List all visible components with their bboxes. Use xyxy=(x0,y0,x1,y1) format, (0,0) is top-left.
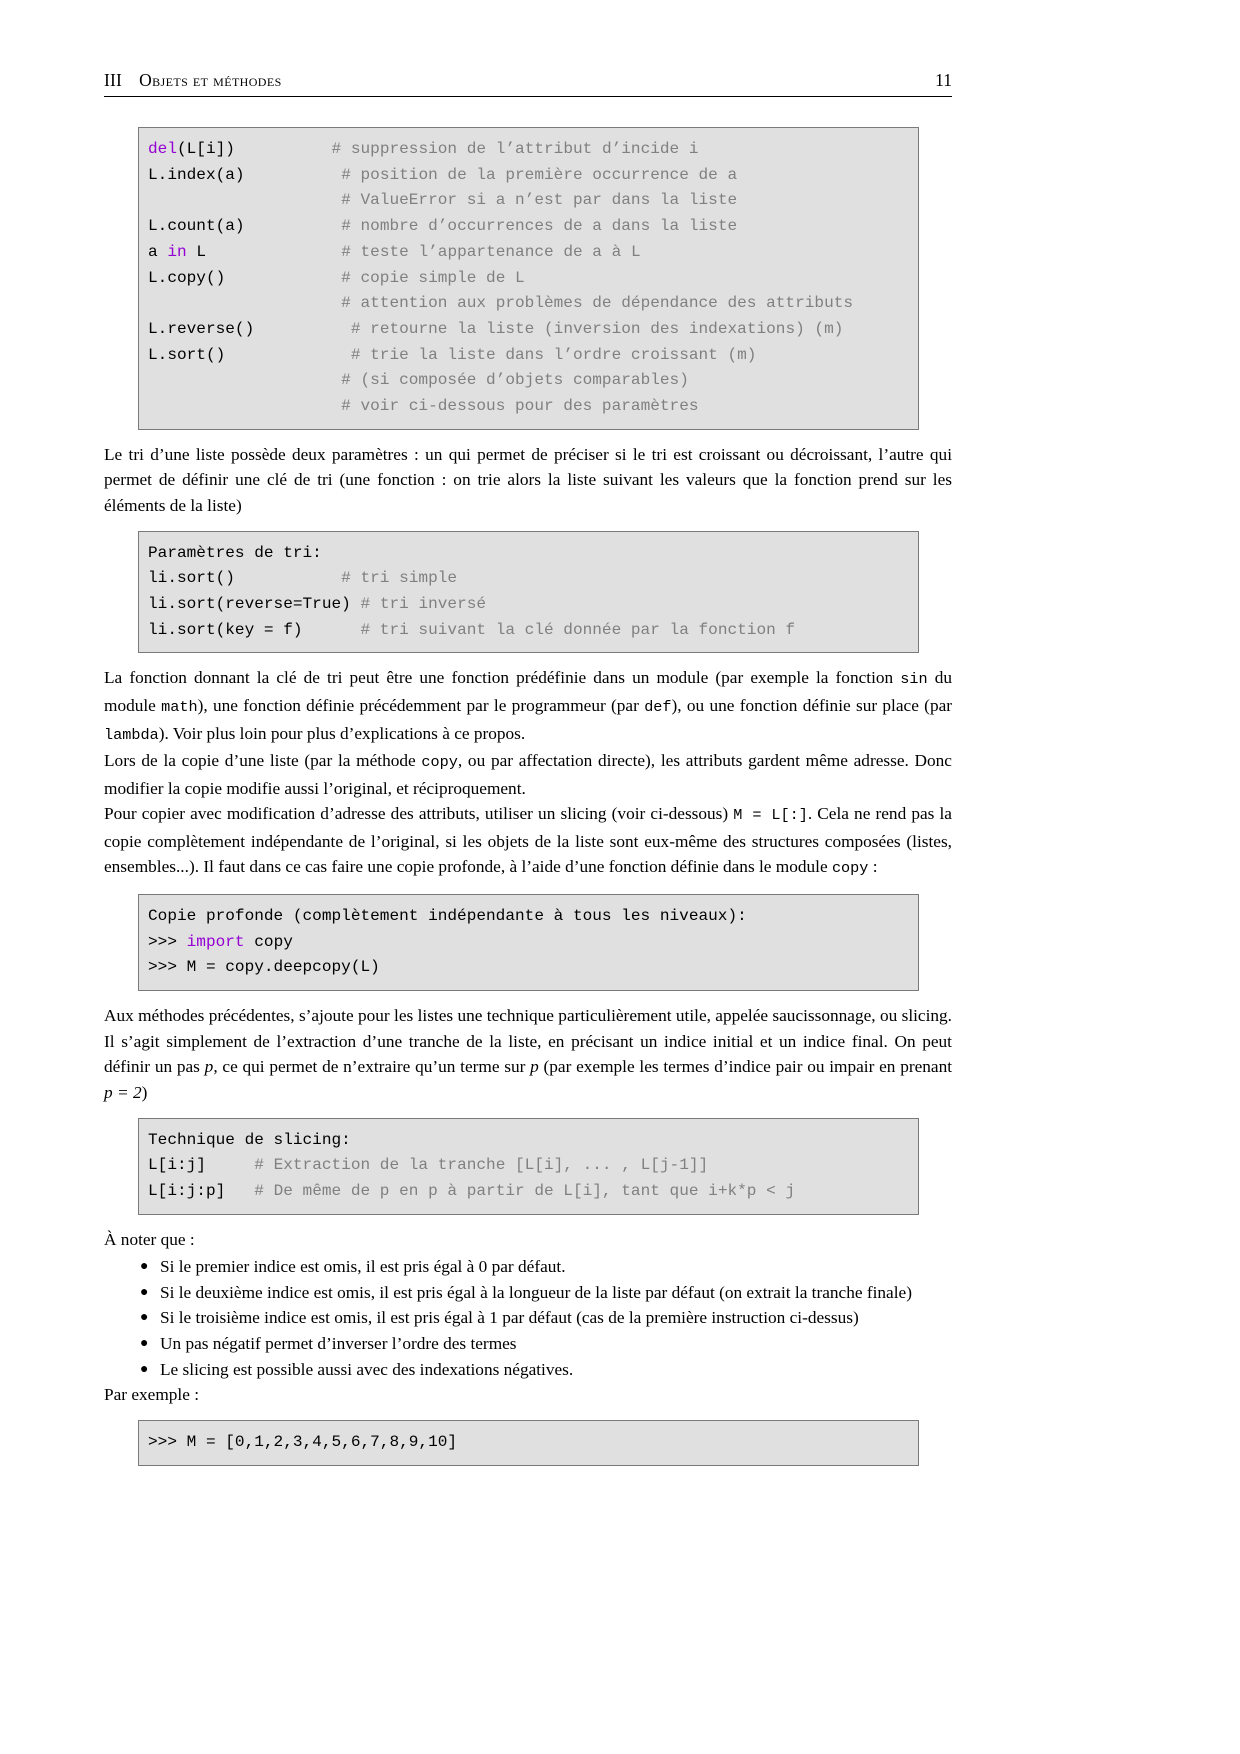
code-line xyxy=(139,214,918,240)
bullet-icon: ● xyxy=(140,1336,149,1352)
code-text: a xyxy=(148,242,168,261)
math-variable-p: p xyxy=(530,1057,539,1077)
code-line xyxy=(139,240,918,266)
list-item-label: Si le deuxième indice est omis, il est pris égal à la longueur de la liste par défaut (on extrait la tranche finale) xyxy=(160,1282,912,1302)
code-comment: # De même de p en p à partir de L[i], tant que i+k*p < j xyxy=(254,1181,796,1200)
code-line xyxy=(139,1430,918,1456)
code-block-copie-profonde xyxy=(138,894,919,991)
paragraph-copie-liste xyxy=(104,748,952,801)
code-line-title xyxy=(139,541,918,567)
text-run: ). Voir plus loin pour plus d’explications à ce propos. xyxy=(158,723,526,743)
inline-code-sin: sin xyxy=(900,670,928,689)
code-pad xyxy=(351,595,361,613)
inline-code-lambda: lambda xyxy=(104,725,159,744)
code-text: li.sort(reverse=True) xyxy=(148,594,351,613)
code-line xyxy=(139,266,918,292)
text-run: Aux méthodes précédentes, s’ajoute pour les listes une technique particulièrement utile, appelée saucissonnage, ou slicing. Il s’agit simplement de l’extraction d’une tranche de la liste, en précisant un indice initial et un indice final. On peut définir un pas xyxy=(104,1006,952,1077)
code-comment: # retourne la liste (inversion des indexations) (m) xyxy=(350,319,844,338)
code-pad xyxy=(245,166,342,184)
bullet-icon: ● xyxy=(140,1284,149,1300)
text-run: du module xyxy=(104,668,952,715)
list-item-label: Un pas négatif permet d’inverser l’ordre des termes xyxy=(160,1334,517,1354)
section-title: Objets et méthodes xyxy=(139,70,282,90)
code-line xyxy=(139,291,918,317)
code-comment: # trie la liste dans l’ordre croissant (m) xyxy=(350,345,757,364)
paragraph-copie-profonde-intro xyxy=(104,801,952,882)
math-variable-p: p xyxy=(204,1057,214,1077)
code-pad xyxy=(148,397,341,415)
list-item xyxy=(104,1254,952,1280)
code-text: Copie profonde (complètement indépendante à tous les niveaux): xyxy=(148,907,747,926)
code-line xyxy=(139,368,918,394)
text-run: . Cela ne rend pas la copie complètement indépendante de l’original, si les objets de la liste sont eux-même des structures composées (listes, ensembles...). Il faut dans ce cas faire une copie profonde, à l’aide d’une fonction définie dans le module xyxy=(104,804,952,877)
text-run: ), une fonction définie précédemment par le programmeur (par xyxy=(197,695,645,715)
code-comment: # attention aux problèmes de dépendance des attributs xyxy=(341,294,854,313)
inline-code-slice: M = L[:] xyxy=(733,806,808,825)
code-line xyxy=(139,955,918,981)
text-run: ), ou une fonction définie sur place (par xyxy=(671,695,953,715)
list-item-label: Si le premier indice est omis, il est pris égal à 0 par défaut. xyxy=(160,1257,566,1277)
code-comment: # ValueError si a n’est par dans la liste xyxy=(341,191,738,210)
code-text: L.index(a) xyxy=(148,165,245,184)
code-pad xyxy=(225,269,341,287)
code-block-exemple-liste-m xyxy=(138,1420,919,1466)
bullet-icon: ● xyxy=(140,1361,149,1377)
code-comment: # position de la première occurrence de a xyxy=(341,165,738,184)
text-run: La fonction donnant la clé de tri peut être une fonction prédéfinie dans un module (par exemple la fonction xyxy=(104,668,901,688)
inline-code-def: def xyxy=(644,697,672,716)
code-block-liste-methodes xyxy=(138,127,919,430)
code-comment: # tri simple xyxy=(341,569,458,588)
text-run: : xyxy=(868,857,878,877)
code-pad xyxy=(225,346,351,364)
note-intro: À noter que : xyxy=(104,1229,195,1249)
section-number: III xyxy=(104,70,123,90)
code-text: li.sort() xyxy=(148,569,235,588)
code-pad xyxy=(206,1156,254,1174)
code-text: L[i:j:p] xyxy=(148,1181,226,1200)
math-expression-p-equals-2: p = 2 xyxy=(104,1082,142,1102)
code-comment: # nombre d’occurrences de a dans la liste xyxy=(341,217,738,236)
code-comment: # teste l’appartenance de a à L xyxy=(341,242,641,261)
code-comment: # (si composée d’objets comparables) xyxy=(341,371,689,390)
keyword-in: in xyxy=(167,242,187,261)
example-intro: Par exemple : xyxy=(104,1385,200,1405)
code-pad xyxy=(148,191,341,209)
list-item-label: Le slicing est possible aussi avec des indexations négatives. xyxy=(160,1359,574,1379)
code-comment: # tri suivant la clé donnée par la fonction f xyxy=(360,620,796,639)
code-text: li.sort(key = f) xyxy=(148,620,303,639)
code-pad xyxy=(254,320,351,338)
inline-code-math: math xyxy=(161,697,198,716)
list-item xyxy=(104,1357,952,1383)
text-run: , ou par affectation directe), les attributs gardent même adresse. Donc modifier la copie modifie aussi l’original, et réciproquement. xyxy=(104,751,952,798)
code-pad xyxy=(148,294,341,312)
inline-code-copy-module: copy xyxy=(831,859,869,878)
code-text: L.count(a) xyxy=(148,217,245,236)
code-text: Technique de slicing: xyxy=(148,1130,351,1149)
code-pad xyxy=(303,621,361,639)
code-comment: # suppression de l’attribut d’incide i xyxy=(331,140,699,158)
code-block-parametres-de-tri xyxy=(138,531,919,654)
code-comment: # voir ci-dessous pour des paramètres xyxy=(341,397,699,416)
running-header xyxy=(104,70,952,97)
code-comment: # Extraction de la tranche [L[i], ... , L[j-1]] xyxy=(254,1156,709,1175)
text-run: (par exemple les termes d’indice pair ou impair en prenant xyxy=(538,1057,953,1077)
code-pad xyxy=(245,217,342,235)
code-comment: # tri inversé xyxy=(360,594,487,613)
code-pad xyxy=(235,140,332,158)
code-line xyxy=(139,930,918,956)
list-item-label: Si le troisième indice est omis, il est pris égal à 1 par défaut (cas de la première instruction ci-dessus) xyxy=(160,1308,859,1328)
code-text: copy xyxy=(244,932,293,951)
keyword-del: del xyxy=(148,140,177,158)
code-line xyxy=(139,137,918,163)
paragraph-tri-parametres: Le tri d’une liste possède deux paramètres : un qui permet de préciser si le tri est croissant ou décroissant, l’autre qui permet de définir une clé de tri (une fonction : on trie alors la liste suivant les valeurs que la fonction prend sur les éléments de la liste) xyxy=(104,444,952,515)
code-text: L.reverse() xyxy=(148,319,255,338)
list-item xyxy=(104,1305,952,1331)
code-line xyxy=(139,394,918,420)
code-text: Paramètres de tri: xyxy=(148,543,322,562)
inline-code-copy: copy xyxy=(421,753,458,772)
code-text: (L[i]) xyxy=(176,140,235,158)
code-line xyxy=(139,1179,918,1205)
code-pad xyxy=(206,243,341,261)
code-pad xyxy=(225,1182,254,1200)
code-line xyxy=(139,566,918,592)
code-pad xyxy=(235,569,341,587)
code-pad xyxy=(148,371,341,389)
text-run: ) xyxy=(141,1082,148,1102)
keyword-import: import xyxy=(186,932,245,951)
code-block-technique-de-slicing xyxy=(138,1118,919,1215)
text-run: Lors de la copie d’une liste (par la méthode xyxy=(104,751,422,771)
code-text: >>> M = [0,1,2,3,4,5,6,7,8,9,10] xyxy=(148,1432,458,1451)
bullet-icon: ● xyxy=(140,1259,149,1275)
paragraph-slicing-intro xyxy=(104,1003,952,1105)
bullet-icon: ● xyxy=(140,1310,149,1326)
code-text: L[i:j] xyxy=(148,1156,206,1175)
list-item xyxy=(104,1280,952,1306)
code-line-title xyxy=(139,904,918,930)
code-line xyxy=(139,1153,918,1179)
text-run: , ce qui permet de n’extraire qu’un terme sur xyxy=(213,1057,531,1077)
code-text: L.copy() xyxy=(148,268,226,287)
slicing-notes-list xyxy=(104,1254,952,1382)
code-text: L xyxy=(186,242,206,261)
running-header-left xyxy=(104,70,282,91)
code-text: L.sort() xyxy=(148,345,226,364)
paragraph-cle-de-tri xyxy=(104,665,952,748)
code-line xyxy=(139,163,918,189)
page-number: 11 xyxy=(935,70,952,90)
code-text: >>> M = copy.deepcopy(L) xyxy=(148,958,380,977)
code-line xyxy=(139,343,918,369)
text-run: Pour copier avec modification d’adresse des attributs, utiliser un slicing (voir ci-dessous) xyxy=(104,804,734,824)
code-prompt: >>> xyxy=(148,932,187,951)
code-comment: # copie simple de L xyxy=(341,268,525,287)
list-item xyxy=(104,1331,952,1357)
code-line xyxy=(139,592,918,618)
page-content xyxy=(104,70,952,1478)
code-line-title xyxy=(139,1128,918,1154)
code-line xyxy=(139,188,918,214)
code-line xyxy=(139,618,918,644)
code-line xyxy=(139,317,918,343)
